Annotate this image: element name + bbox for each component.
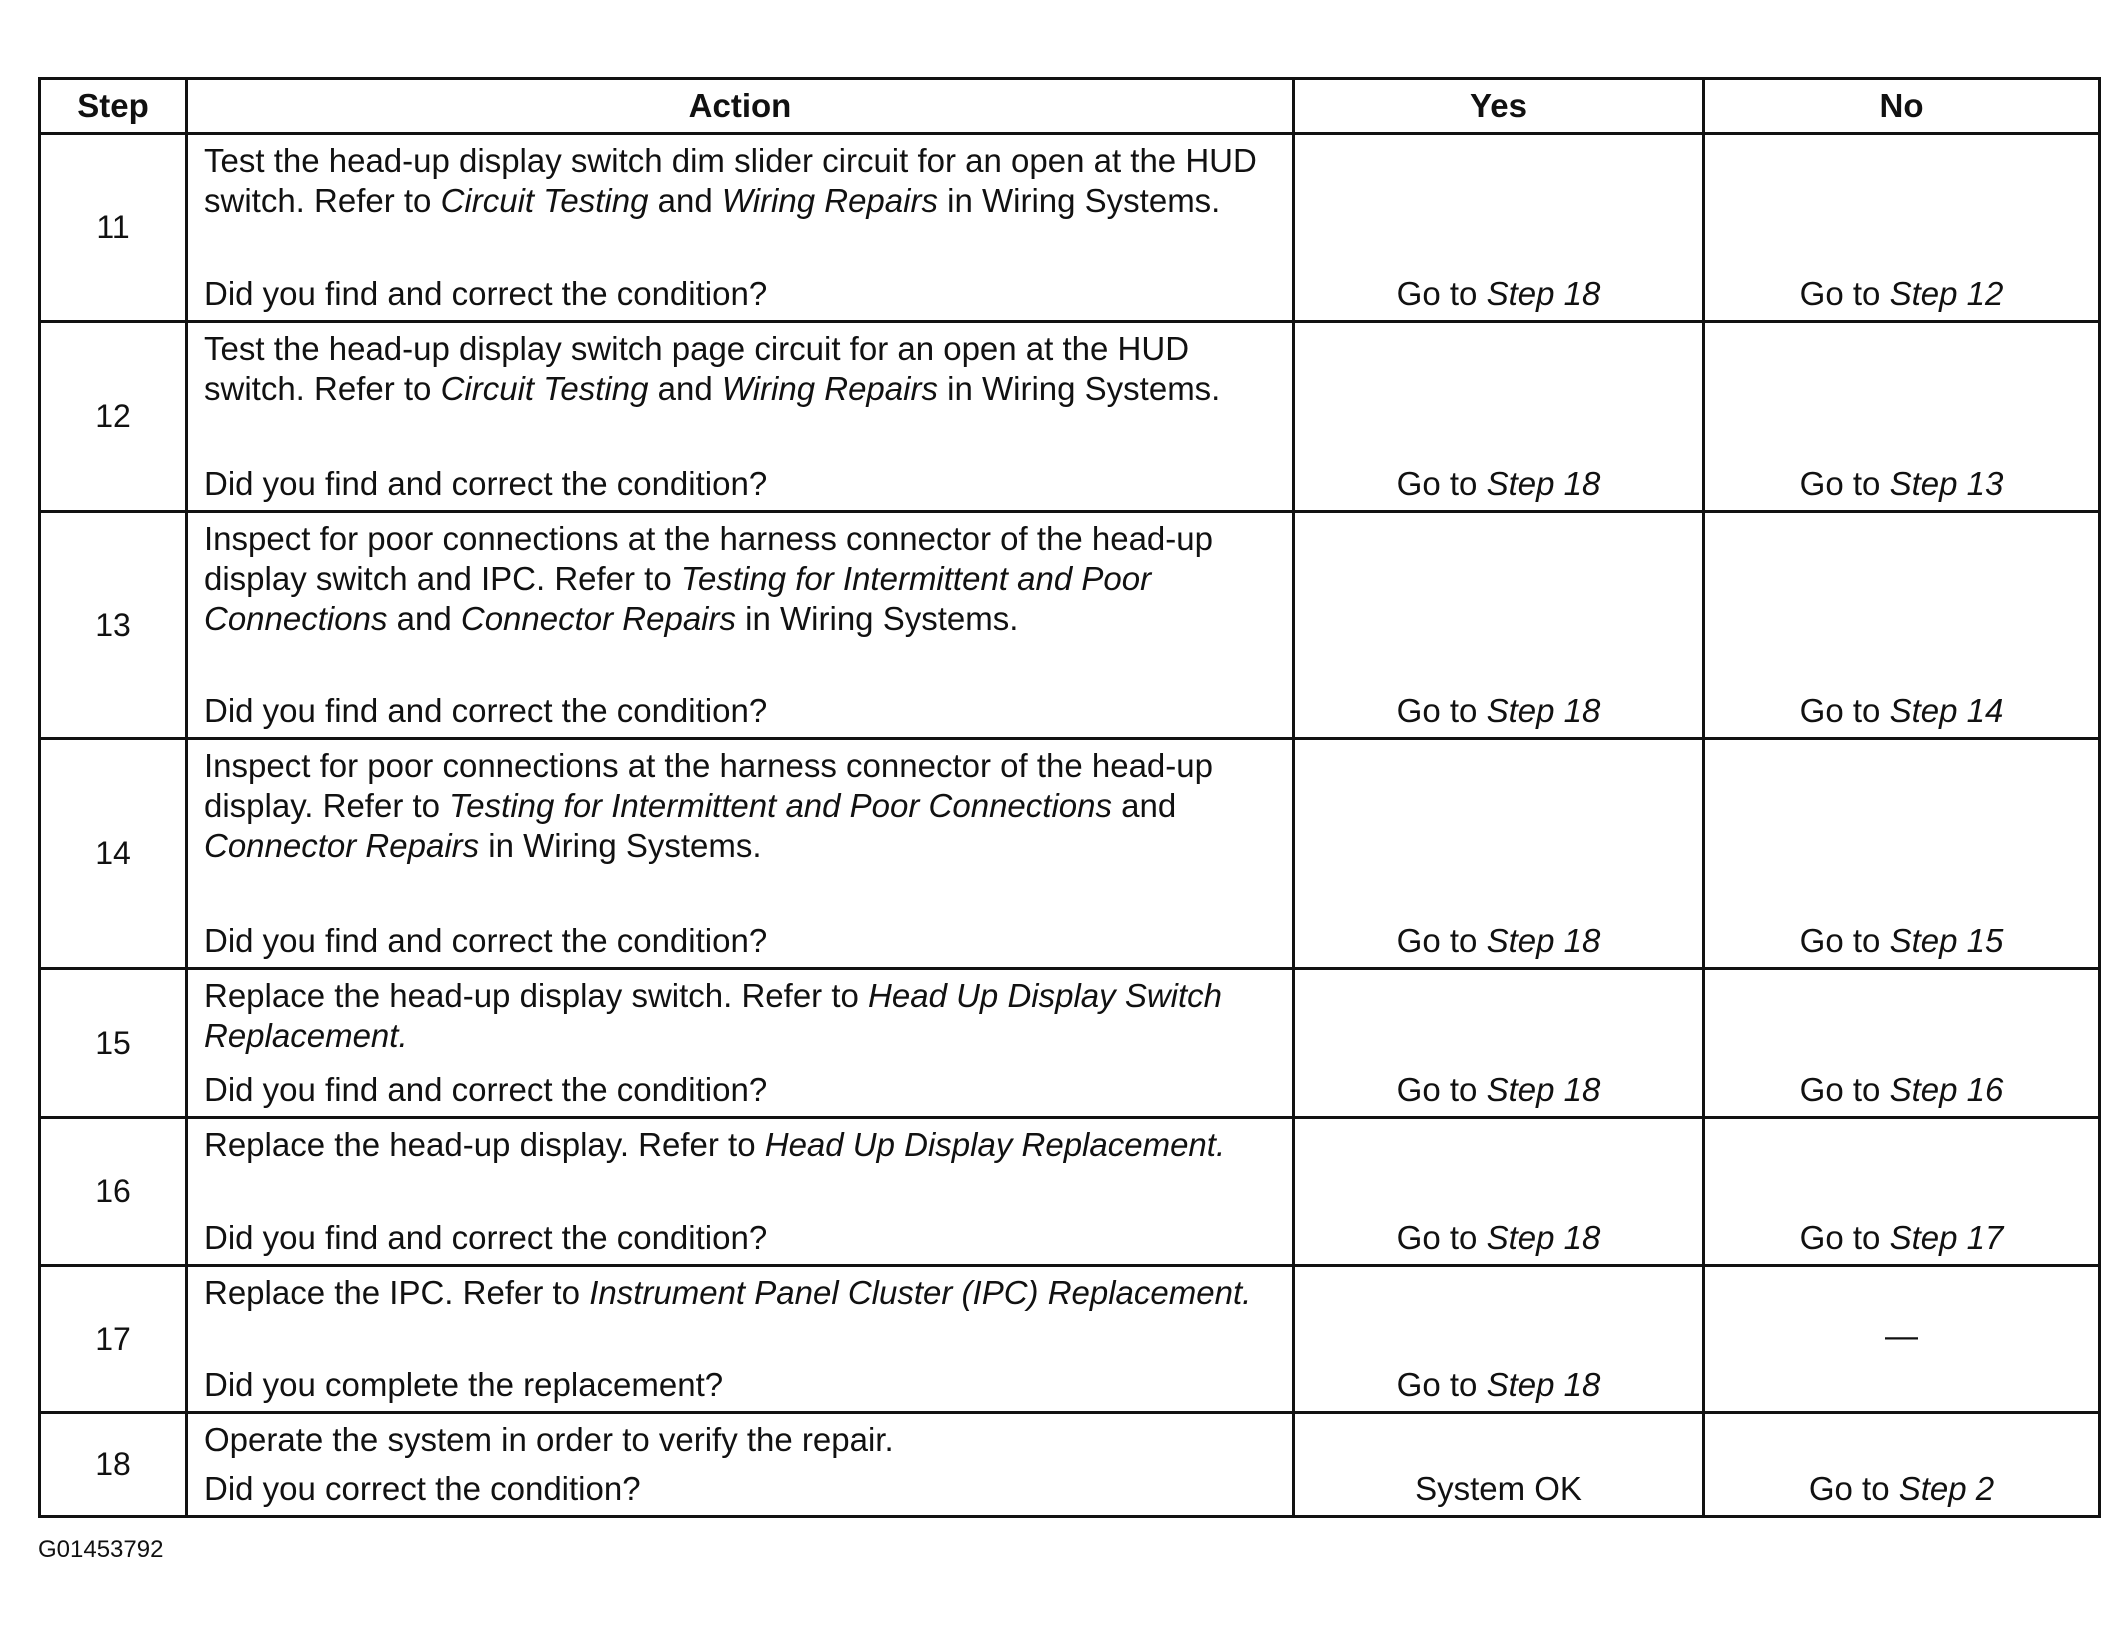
- yes-result: [1294, 1413, 1704, 1517]
- header-action: Action: [187, 79, 1294, 134]
- text-run: and: [648, 182, 722, 219]
- text-run: Go to: [1799, 275, 1890, 312]
- reference-link-text: Circuit Testing: [440, 182, 649, 219]
- action-question: Did you find and correct the condition?: [204, 275, 768, 312]
- text-run: Go to: [1396, 1071, 1487, 1108]
- yes-result: [1294, 134, 1704, 322]
- text-run: Go to: [1799, 465, 1890, 502]
- reference-link-text: Connector Repairs: [204, 827, 480, 864]
- action-instruction: [204, 1273, 1280, 1313]
- reference-link-text: Instrument Panel Cluster (IPC) Replacement.: [589, 1274, 1252, 1311]
- action-question: Did you correct the condition?: [204, 1470, 641, 1507]
- reference-link-text: Step 14: [1889, 692, 2004, 729]
- action-cell: [187, 739, 1294, 969]
- reference-link-text: Wiring Repairs: [721, 182, 938, 219]
- step-number: 18: [40, 1413, 187, 1517]
- reference-link-text: Testing for Intermittent and Poor Connections: [204, 560, 1152, 637]
- action-question: Did you find and correct the condition?: [204, 922, 768, 959]
- text-run: and: [648, 370, 722, 407]
- no-result: [1704, 322, 2100, 512]
- reference-link-text: Step 18: [1486, 465, 1601, 502]
- text-run: Go to: [1396, 465, 1487, 502]
- reference-link-text: Testing for Intermittent and Poor Connections: [449, 787, 1112, 824]
- yes-result: [1294, 1118, 1704, 1266]
- step-number: 11: [40, 134, 187, 322]
- step-number: 12: [40, 322, 187, 512]
- table-header-row: [40, 79, 2100, 134]
- header-step: Step: [40, 79, 187, 134]
- reference-link-text: Head Up Display Switch Replacement.: [204, 977, 1223, 1054]
- text-run: Replace the head-up display switch. Refer to: [204, 977, 869, 1014]
- step-number: 13: [40, 512, 187, 739]
- table-row: [40, 1413, 2100, 1517]
- reference-link-text: Step 18: [1486, 1071, 1601, 1108]
- text-run: in Wiring Systems.: [937, 370, 1221, 407]
- step-number: 16: [40, 1118, 187, 1266]
- step-number: 15: [40, 969, 187, 1118]
- reference-link-text: Step 18: [1486, 692, 1601, 729]
- action-instruction: [204, 329, 1280, 409]
- text-run: Replace the head-up display. Refer to: [204, 1126, 765, 1163]
- text-run: Go to: [1799, 692, 1890, 729]
- text-run: Inspect for poor connections at the harness connector of the head-up display. Refer to: [204, 747, 1213, 824]
- reference-link-text: Step 12: [1889, 275, 2004, 312]
- header-no: No: [1704, 79, 2100, 134]
- table-row: [40, 322, 2100, 512]
- diagnostic-table: [38, 77, 2101, 1518]
- action-instruction: [204, 519, 1280, 639]
- header-yes: Yes: [1294, 79, 1704, 134]
- text-run: Inspect for poor connections at the harness connector of the head-up display switch and IPC. Refer to: [204, 520, 1213, 597]
- action-cell: [187, 1413, 1294, 1517]
- action-question: Did you complete the replacement?: [204, 1366, 724, 1403]
- action-instruction: [204, 976, 1280, 1056]
- action-cell: [187, 512, 1294, 739]
- reference-link-text: Step 18: [1486, 922, 1601, 959]
- reference-link-text: Wiring Repairs: [721, 370, 938, 407]
- reference-link-text: Step 17: [1889, 1219, 2004, 1256]
- text-run: Go to: [1396, 1219, 1487, 1256]
- table-row: [40, 1266, 2100, 1413]
- text-run: —: [1885, 1317, 1918, 1354]
- action-instruction: [204, 1125, 1280, 1165]
- action-instruction: [204, 141, 1280, 221]
- text-run: Operate the system in order to verify the repair.: [204, 1421, 894, 1458]
- table-row: [40, 969, 2100, 1118]
- text-run: Replace the IPC. Refer to: [204, 1274, 590, 1311]
- reference-link-text: Step 13: [1889, 465, 2004, 502]
- table-row: [40, 134, 2100, 322]
- text-run: Go to: [1799, 922, 1890, 959]
- action-question: Did you find and correct the condition?: [204, 465, 768, 502]
- reference-link-text: Connector Repairs: [460, 600, 736, 637]
- text-run: and: [387, 600, 461, 637]
- reference-link-text: Step 2: [1898, 1470, 1995, 1507]
- text-run: Test the head-up display switch page circuit for an open at the HUD switch. Refer to: [204, 330, 1190, 407]
- yes-result: [1294, 512, 1704, 739]
- step-number: 17: [40, 1266, 187, 1413]
- text-run: Go to: [1799, 1219, 1890, 1256]
- action-cell: [187, 969, 1294, 1118]
- action-cell: [187, 1266, 1294, 1413]
- text-run: and: [1112, 787, 1177, 824]
- text-run: Go to: [1808, 1470, 1899, 1507]
- text-run: System OK: [1415, 1470, 1582, 1507]
- text-run: in Wiring Systems.: [736, 600, 1019, 637]
- text-run: Go to: [1396, 922, 1487, 959]
- yes-result: [1294, 739, 1704, 969]
- action-instruction: [204, 746, 1280, 866]
- action-question: Did you find and correct the condition?: [204, 692, 768, 729]
- reference-link-text: Step 18: [1486, 1366, 1601, 1403]
- action-instruction: [204, 1420, 1280, 1460]
- action-cell: [187, 134, 1294, 322]
- no-result: [1704, 969, 2100, 1118]
- reference-link-text: Step 18: [1486, 275, 1601, 312]
- action-question: Did you find and correct the condition?: [204, 1071, 768, 1108]
- yes-result: [1294, 1266, 1704, 1413]
- text-run: Go to: [1396, 275, 1487, 312]
- no-result: [1704, 1118, 2100, 1266]
- text-run: Go to: [1799, 1071, 1890, 1108]
- reference-link-text: Circuit Testing: [440, 370, 649, 407]
- text-run: in Wiring Systems.: [479, 827, 762, 864]
- table-row: [40, 512, 2100, 739]
- text-run: Test the head-up display switch dim slider circuit for an open at the HUD switch. Refer to: [204, 142, 1257, 219]
- yes-result: [1294, 322, 1704, 512]
- action-cell: [187, 322, 1294, 512]
- no-result: [1704, 739, 2100, 969]
- reference-link-text: Step 16: [1889, 1071, 2004, 1108]
- reference-link-text: Head Up Display Replacement.: [764, 1126, 1226, 1163]
- no-result: [1704, 1413, 2100, 1517]
- step-number: 14: [40, 739, 187, 969]
- no-result: [1704, 512, 2100, 739]
- yes-result: [1294, 969, 1704, 1118]
- text-run: Go to: [1396, 1366, 1487, 1403]
- no-result: [1704, 134, 2100, 322]
- reference-link-text: Step 18: [1486, 1219, 1601, 1256]
- text-run: in Wiring Systems.: [937, 182, 1221, 219]
- figure-id: G01453792: [38, 1536, 164, 1563]
- action-cell: [187, 1118, 1294, 1266]
- table-row: [40, 1118, 2100, 1266]
- table-body: [40, 134, 2100, 1517]
- reference-link-text: Step 15: [1889, 922, 2004, 959]
- text-run: Go to: [1396, 692, 1487, 729]
- no-result: [1704, 1266, 2100, 1413]
- action-question: Did you find and correct the condition?: [204, 1219, 768, 1256]
- table-row: [40, 739, 2100, 969]
